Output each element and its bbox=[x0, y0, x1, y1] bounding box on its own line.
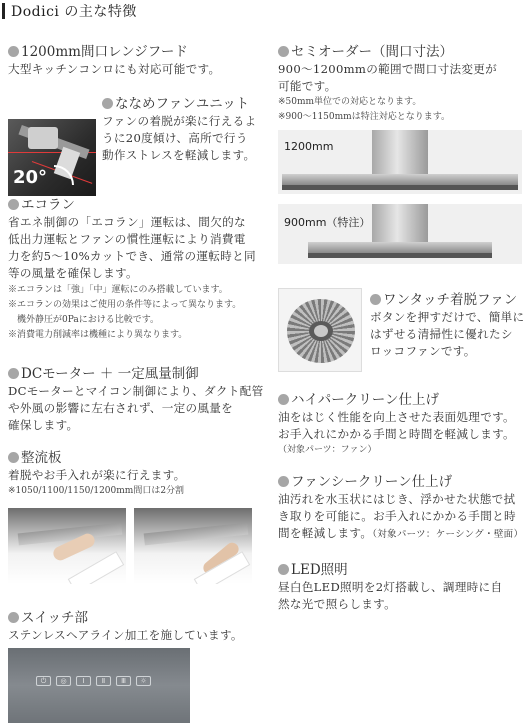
text-line: 900～1200mmの範囲で間口寸法変更が bbox=[278, 62, 498, 76]
note-line: ※50mm単位での対応となります。 bbox=[278, 97, 422, 107]
fan-hub-center bbox=[314, 325, 328, 337]
text-line: 等の風量を確保します。 bbox=[8, 266, 138, 280]
section-title bbox=[8, 40, 220, 60]
light-icon: ☼ bbox=[136, 676, 151, 686]
text-line: 省エネ制御の「エコラン」運転は、間欠的な bbox=[8, 215, 246, 229]
section-semi-order bbox=[278, 40, 528, 125]
switch-panel-photo bbox=[8, 648, 190, 723]
text-line: き取りを可能に。お手入れにかかる手間と時 bbox=[278, 509, 516, 523]
text-line: ファンの着脱が楽に行えるよ bbox=[102, 114, 257, 128]
hood-underside bbox=[308, 253, 492, 258]
dc-motor-title: DCモーター ＋ 一定風量制御 bbox=[21, 366, 199, 382]
text-line: ロッコファンです。 bbox=[370, 344, 476, 358]
section-fancy-clean bbox=[278, 470, 528, 543]
opening-title: 1200mm間口レンジフード bbox=[21, 44, 188, 60]
text-line: 油をはじく性能を向上させた表面処理です。 bbox=[278, 410, 515, 424]
led-title: LED照明 bbox=[291, 562, 348, 578]
text-line: 可能です。 bbox=[278, 79, 337, 93]
fancy-clean-target: （対象パーツ：ケーシング・壁面） bbox=[372, 529, 524, 540]
baffle-removal-photo-1 bbox=[8, 508, 126, 584]
text-line: 確保します。 bbox=[8, 418, 79, 432]
text-line: 力を約5～10%カットでき、通常の運転時と同 bbox=[8, 249, 256, 263]
section-ecoran bbox=[8, 193, 270, 343]
sleeve bbox=[68, 551, 124, 584]
one-touch-fan-title: ワンタッチ着脱ファン bbox=[383, 292, 518, 308]
led-body bbox=[278, 579, 528, 613]
ecoran-notes bbox=[8, 283, 270, 343]
section-led bbox=[278, 558, 528, 613]
hyper-clean-body bbox=[278, 409, 528, 443]
switch-title: スイッチ部 bbox=[21, 610, 88, 626]
baffle-note: ※1050/1100/1150/1200mm間口は2分割 bbox=[8, 486, 185, 496]
semi-order-title: セミオーダー（間口寸法） bbox=[291, 44, 453, 60]
bullet-dot-icon bbox=[278, 394, 289, 405]
section-title bbox=[102, 92, 268, 112]
bullet-dot-icon bbox=[278, 46, 289, 57]
opening-body: 大型キッチンコンロにも対応可能です。 bbox=[8, 62, 221, 76]
semi-order-notes bbox=[278, 95, 528, 125]
slanted-fan-photo bbox=[8, 119, 96, 196]
text-line: ボタンを押すだけで、簡単に bbox=[370, 310, 525, 324]
section-title bbox=[278, 470, 528, 490]
section-fan-unit bbox=[102, 92, 268, 164]
text-line: 然な光で照らします。 bbox=[278, 597, 397, 611]
bullet-dot-icon bbox=[278, 476, 289, 487]
switch-body: ステンレスヘアライン加工を施しています。 bbox=[8, 628, 243, 642]
bullet-dot-icon bbox=[8, 612, 19, 623]
hood-chimney bbox=[372, 204, 428, 242]
section-title bbox=[8, 446, 270, 466]
page-header bbox=[2, 2, 137, 20]
page-title: Dodici の主な特徴 bbox=[11, 4, 137, 20]
note-line: ※エコランは「強」「中」運転にのみ搭載しています。 bbox=[8, 285, 228, 295]
bullet-dot-icon bbox=[370, 294, 381, 305]
hood-1200-photo bbox=[278, 130, 522, 194]
hood-canopy bbox=[308, 242, 492, 253]
section-baffle bbox=[8, 446, 270, 499]
bullet-dot-icon bbox=[8, 368, 19, 379]
text-line: DCモーターとマイコン制御により、ダクト配管 bbox=[8, 384, 264, 398]
section-title bbox=[8, 606, 270, 626]
section-switch bbox=[8, 606, 270, 644]
fan-mid-icon: Ⅱ bbox=[96, 676, 111, 686]
text-line: うに20度傾け、高所で行う bbox=[102, 131, 248, 145]
width-label: 1200mm bbox=[284, 140, 334, 153]
bullet-dot-icon bbox=[102, 98, 113, 109]
section-one-touch-fan bbox=[370, 288, 528, 360]
text-line-end: 間を軽減します。 bbox=[278, 526, 373, 540]
text-line: お手入れにかかる手間と時間を軽減します。 bbox=[278, 427, 515, 441]
baffle-removal-photo-2 bbox=[134, 508, 252, 584]
fan-motor bbox=[28, 127, 58, 149]
angle-label: 20° bbox=[13, 167, 48, 188]
sirocco-fan-photo bbox=[278, 288, 362, 372]
hood-canopy bbox=[282, 174, 518, 185]
switch-buttons bbox=[36, 676, 151, 686]
ecoran-title: エコラン bbox=[21, 197, 75, 213]
section-title bbox=[8, 193, 270, 213]
section-title bbox=[370, 288, 528, 308]
text-line: 低出力運転とファンの慣性運転により消費電 bbox=[8, 232, 246, 246]
text-line: や外風の影響に左右されず、一定の風量を bbox=[8, 401, 234, 415]
bullet-dot-icon bbox=[8, 199, 19, 210]
section-hyper-clean bbox=[278, 388, 528, 458]
eco-icon: ◎ bbox=[56, 676, 71, 686]
note-line: ※900～1150mmは特注対応となります。 bbox=[278, 112, 450, 122]
section-title bbox=[8, 362, 270, 382]
hyper-clean-target: （対象パーツ：ファン） bbox=[278, 445, 377, 455]
note-line: ※エコランの効果はご使用の条件等によって異なります。 bbox=[8, 300, 242, 310]
bullet-dot-icon bbox=[8, 46, 19, 57]
section-title bbox=[278, 388, 528, 408]
note-line: 機外静圧が0Paにおける比較です。 bbox=[8, 315, 160, 325]
bullet-dot-icon bbox=[278, 564, 289, 575]
one-touch-fan-body bbox=[370, 309, 528, 360]
dc-motor-body bbox=[8, 383, 270, 434]
width-label: 900mm（特注） bbox=[284, 216, 371, 229]
baffle-title: 整流板 bbox=[21, 450, 62, 466]
semi-order-body bbox=[278, 61, 528, 95]
text-line: 昼白色LED照明を2灯搭載し、調理時に自 bbox=[278, 580, 503, 594]
note-line: ※消費電力削減率は機種により異なります。 bbox=[8, 330, 188, 340]
text-line bbox=[278, 525, 528, 543]
hyper-clean-title: ハイパークリーン仕上げ bbox=[291, 392, 439, 408]
section-opening bbox=[8, 40, 220, 78]
hood-underside bbox=[282, 185, 518, 190]
section-title bbox=[278, 558, 528, 578]
text-line: 油汚れを水玉状にはじき、浮かせた状態で拭 bbox=[278, 492, 516, 506]
header-accent-bar bbox=[2, 3, 5, 19]
baffle-body: 着脱やお手入れが楽に行えます。 bbox=[8, 468, 186, 482]
fan-high-icon: Ⅲ bbox=[116, 676, 131, 686]
fan-unit-body bbox=[102, 113, 268, 164]
hood-900-photo bbox=[278, 204, 522, 264]
text-line: はずせる清掃性に優れたシ bbox=[370, 327, 513, 341]
bullet-dot-icon bbox=[8, 452, 19, 463]
section-title bbox=[278, 40, 528, 60]
hood-chimney bbox=[372, 130, 428, 174]
section-dc-motor bbox=[8, 362, 270, 434]
fancy-clean-body bbox=[278, 491, 528, 543]
text-line: 動作ストレスを軽減します。 bbox=[102, 148, 256, 162]
power-icon: ⏻ bbox=[36, 676, 51, 686]
fan-unit-title: ななめファンユニット bbox=[115, 96, 250, 112]
fancy-clean-title: ファンシークリーン仕上げ bbox=[291, 474, 453, 490]
fan-low-icon: Ⅰ bbox=[76, 676, 91, 686]
ecoran-body bbox=[8, 214, 270, 282]
